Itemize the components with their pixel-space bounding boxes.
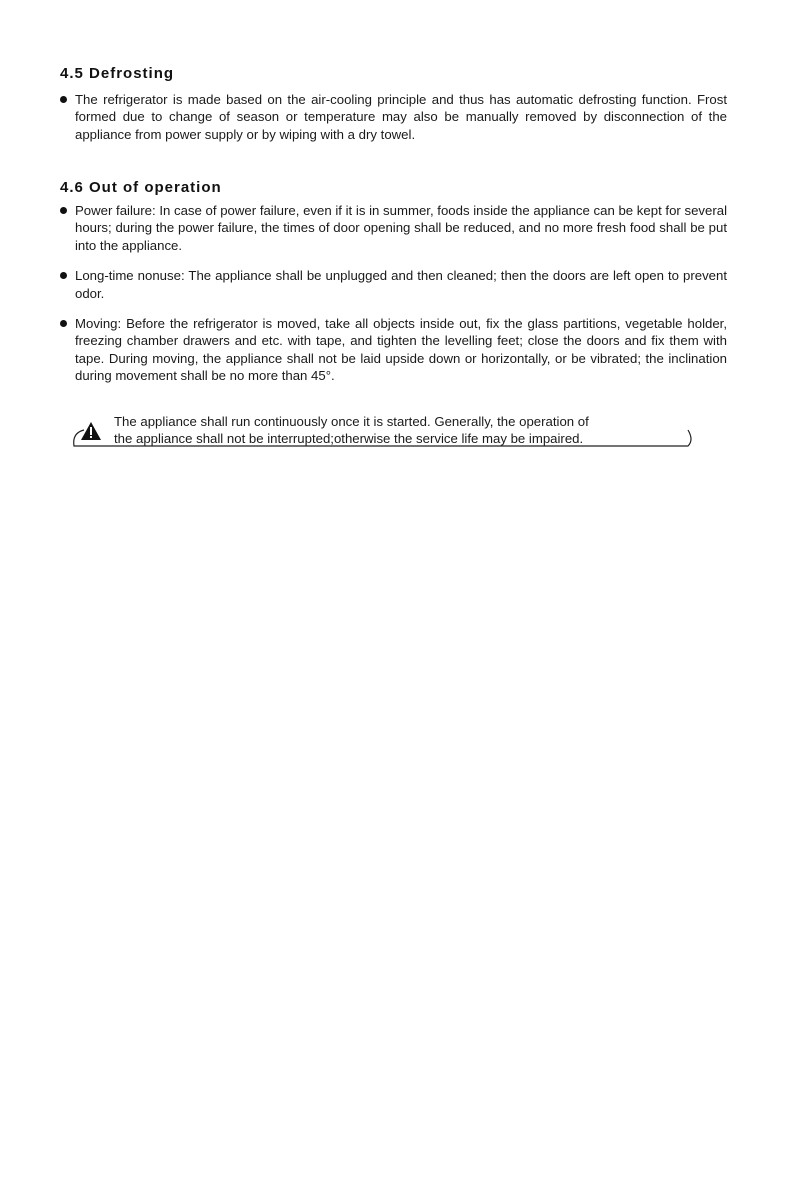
- bullet-icon: [60, 320, 67, 327]
- list-item: [60, 315, 727, 385]
- list-item: [60, 91, 727, 143]
- defrosting-list: [60, 91, 727, 143]
- bullet-icon: [60, 207, 67, 214]
- warning-note: [70, 412, 692, 448]
- section-title-out-of-operation: 4.6 Out of operation: [60, 179, 222, 196]
- section-title-defrosting: 4.5 Defrosting: [60, 65, 175, 82]
- warning-triangle-icon: [80, 421, 102, 441]
- list-item-text: Power failure: In case of power failure, even if it is in summer, foods inside the appliance can be kept for several hours; during the power failure, the times of door opening shall be reduced, and no more fresh food shall be put into the appliance.: [75, 203, 727, 253]
- list-item: [60, 267, 727, 302]
- warning-line-2: the appliance shall not be interrupted;otherwise the service life may be impaired.: [114, 431, 584, 447]
- list-item-text: The refrigerator is made based on the air-cooling principle and thus has automatic defrosting function. Frost formed due to change of season or temperature may also be manually removed by disconnection of the appliance from power supply or by wiping with a dry towel.: [75, 92, 727, 142]
- list-item-text: Moving: Before the refrigerator is moved, take all objects inside out, fix the glass partitions, vegetable holder, freezing chamber drawers and etc. with tape, and tighten the levelling feet; close the doors and fix them with tape. During moving, the appliance shall not be laid upside down or horizontally, or be vibrated; the inclination during movement shall be no more than 45°.: [75, 316, 727, 384]
- warning-text: [114, 413, 674, 448]
- list-item-text: Long-time nonuse: The appliance shall be unplugged and then cleaned; then the doors are left open to prevent odor.: [75, 268, 727, 301]
- list-item: [60, 202, 727, 254]
- bullet-icon: [60, 96, 67, 103]
- out-of-operation-list: [60, 202, 727, 385]
- bullet-icon: [60, 272, 67, 279]
- warning-line-1: The appliance shall run continuously once it is started. Generally, the operation of: [114, 414, 589, 429]
